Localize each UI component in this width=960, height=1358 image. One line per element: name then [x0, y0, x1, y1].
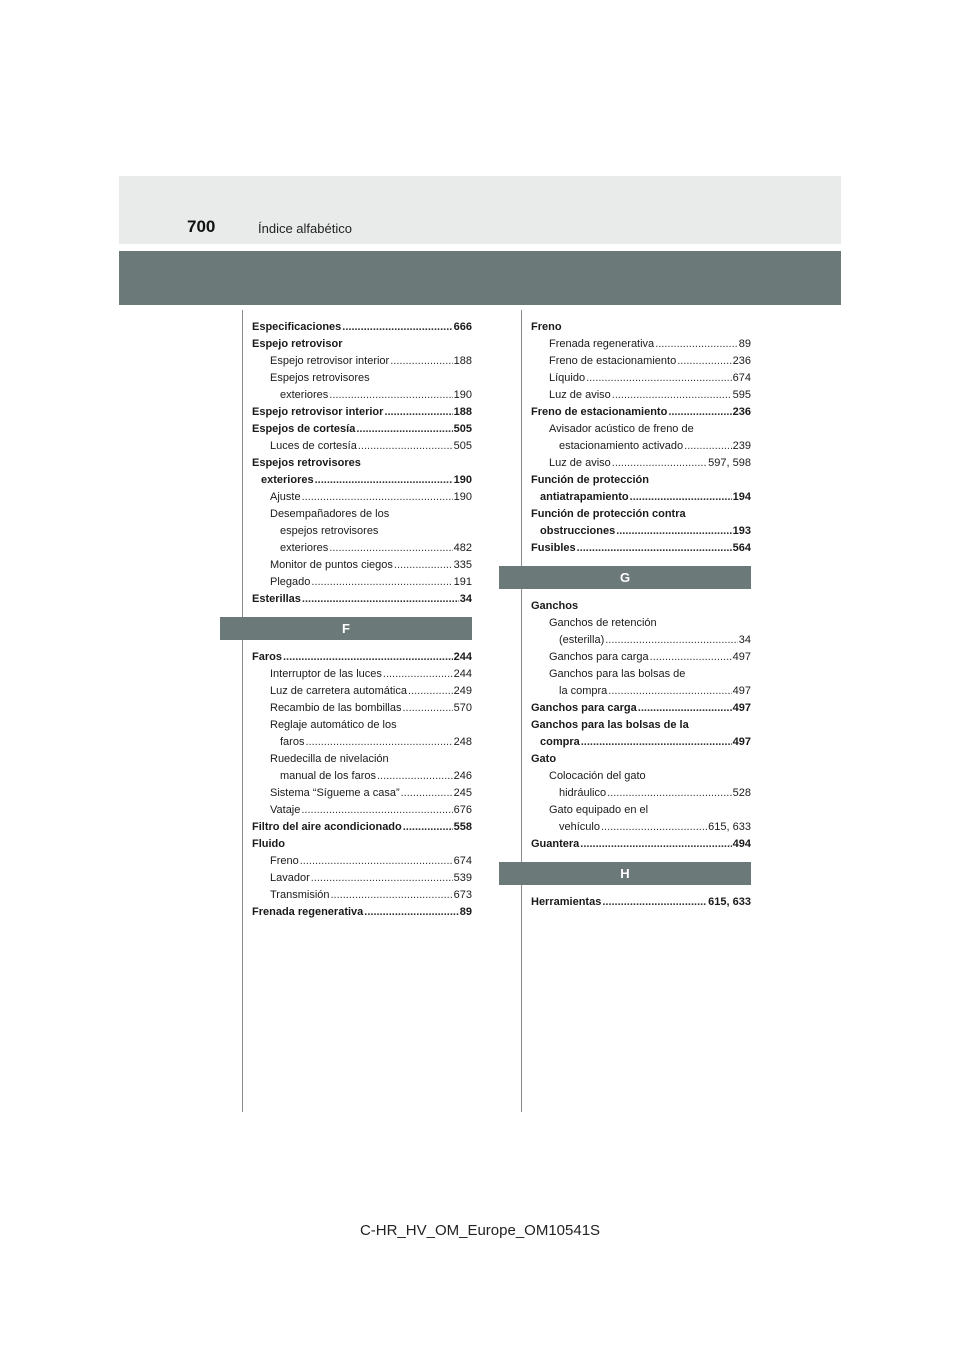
- index-entry: [252, 336, 472, 353]
- index-entry-term: Vataje: [270, 804, 301, 816]
- index-entry-term: Espejo retrovisor interior: [252, 406, 384, 418]
- dot-leader: [630, 489, 732, 506]
- dot-leader: [601, 819, 707, 836]
- index-entry-term: Fluido: [252, 838, 285, 850]
- index-entry: [252, 683, 472, 700]
- index-entry: [252, 574, 472, 591]
- index-entry-term: Colocación del gato: [549, 770, 646, 782]
- index-entry: [252, 404, 472, 421]
- index-entry: [531, 683, 751, 700]
- index-entry: [252, 557, 472, 574]
- index-entry-term: Reglaje automático de los: [270, 719, 397, 731]
- index-entry: [531, 421, 751, 438]
- dot-leader: [358, 438, 453, 455]
- index-entry: [531, 387, 751, 404]
- index-entry-term: Ganchos para carga: [531, 702, 637, 714]
- index-entry-page: 244: [453, 668, 472, 680]
- index-entry-term: Luz de aviso: [549, 457, 611, 469]
- letter-heading: G: [499, 566, 751, 589]
- index-entry-term: Interruptor de las luces: [270, 668, 382, 680]
- index-entry-term: Gato: [531, 753, 557, 765]
- index-entry-page: 494: [732, 838, 751, 850]
- index-entry-term: vehículo: [559, 821, 600, 833]
- index-entry: [252, 591, 472, 608]
- index-entry-term: Desempañadores de los: [270, 508, 390, 520]
- dot-leader: [677, 353, 731, 370]
- index-entry: [252, 472, 472, 489]
- dot-leader: [580, 836, 731, 853]
- header-band: [119, 176, 841, 244]
- index-entry-page: 615, 633: [708, 821, 751, 833]
- index-entry-page: 482: [453, 542, 472, 554]
- index-entry-term: Gato equipado en el: [549, 804, 649, 816]
- dot-leader: [401, 785, 453, 802]
- index-entry-page: 570: [453, 702, 472, 714]
- index-entry-page: 34: [459, 593, 472, 605]
- dot-leader: [612, 455, 707, 472]
- dot-leader: [586, 370, 732, 387]
- index-entry: [252, 870, 472, 887]
- index-entry: [531, 819, 751, 836]
- index-entry-term: (esterilla): [559, 634, 605, 646]
- dot-leader: [402, 700, 452, 717]
- index-entry-term: Esterillas: [252, 593, 301, 605]
- index-entry: [531, 894, 751, 911]
- dot-leader: [301, 802, 452, 819]
- index-entry-term: Ganchos para las bolsas de la: [531, 719, 689, 731]
- index-entry-term: Función de protección: [531, 474, 649, 486]
- letter-heading: F: [220, 617, 472, 640]
- index-entry-term: Ganchos para las bolsas de: [549, 668, 686, 680]
- index-entry-page: 188: [453, 406, 472, 418]
- index-entry-term: Freno: [531, 321, 562, 333]
- index-entry-term: Espejo retrovisor interior: [270, 355, 390, 367]
- index-entry-term: Luz de aviso: [549, 389, 611, 401]
- index-entry-page: 673: [453, 889, 472, 901]
- index-entry: [252, 438, 472, 455]
- index-entry-term: manual de los faros: [280, 770, 376, 782]
- index-entry: [531, 802, 751, 819]
- right-column-rule: [521, 310, 522, 1112]
- index-entry-term: Freno: [270, 855, 299, 867]
- dot-leader: [655, 336, 738, 353]
- index-entry: [252, 370, 472, 387]
- index-entry: [531, 751, 751, 768]
- index-entry-term: Lavador: [270, 872, 310, 884]
- dot-leader: [403, 819, 453, 836]
- index-entry: [252, 666, 472, 683]
- index-entry: [252, 700, 472, 717]
- index-entry-term: antiatrapamiento: [540, 491, 629, 503]
- index-entry: [531, 734, 751, 751]
- index-entry-page: 497: [732, 651, 751, 663]
- index-entry-page: 666: [453, 321, 472, 333]
- index-entry-term: hidráulico: [559, 787, 607, 799]
- index-entry-page: 528: [732, 787, 751, 799]
- index-entry: [252, 540, 472, 557]
- index-entry-page: 505: [453, 423, 472, 435]
- index-entry-page: 190: [453, 474, 472, 486]
- index-entry: [252, 751, 472, 768]
- index-entry-page: 674: [732, 372, 751, 384]
- index-entry-term: Ganchos para carga: [549, 651, 649, 663]
- index-entry-term: Freno de estacionamiento: [531, 406, 668, 418]
- index-entry: [252, 768, 472, 785]
- page-number: 700: [187, 217, 216, 236]
- index-entry-term: Avisador acústico de freno de: [549, 423, 694, 435]
- index-entry: [531, 506, 751, 523]
- index-entry: [252, 421, 472, 438]
- letter-heading: H: [499, 862, 751, 885]
- index-entry-page: 246: [453, 770, 472, 782]
- index-entry-page: 193: [732, 525, 751, 537]
- dot-leader: [329, 540, 452, 557]
- index-entry-page: 564: [732, 542, 751, 554]
- index-entry-term: espejos retrovisores: [280, 525, 379, 537]
- section-gap: [252, 640, 472, 649]
- index-entry: [531, 370, 751, 387]
- index-entry: [531, 700, 751, 717]
- index-entry-page: 244: [453, 651, 472, 663]
- dot-leader: [283, 649, 453, 666]
- index-column-left: [252, 319, 472, 921]
- index-entry-term: Frenada regenerativa: [252, 906, 364, 918]
- dot-leader: [331, 887, 453, 904]
- dot-leader: [394, 557, 453, 574]
- index-entry: [531, 615, 751, 632]
- index-entry: [531, 336, 751, 353]
- index-entry: [252, 353, 472, 370]
- dot-leader: [315, 472, 453, 489]
- index-entry: [531, 836, 751, 853]
- index-entry: [531, 717, 751, 734]
- index-entry-term: Plegado: [270, 576, 311, 588]
- index-entry: [252, 506, 472, 523]
- index-entry-term: Líquido: [549, 372, 586, 384]
- index-entry-term: Luces de cortesía: [270, 440, 357, 452]
- index-entry-page: 497: [732, 685, 751, 697]
- index-entry: [252, 904, 472, 921]
- index-entry-page: 497: [732, 736, 751, 748]
- index-entry: [531, 438, 751, 455]
- index-entry: [252, 489, 472, 506]
- index-entry-term: Guantera: [531, 838, 580, 850]
- index-entry: [252, 734, 472, 751]
- index-entry-page: 615, 633: [708, 896, 751, 908]
- header-grey-bar: [119, 251, 841, 305]
- dot-leader: [577, 540, 732, 557]
- index-entry: [531, 540, 751, 557]
- section-gap: [531, 557, 751, 566]
- dot-leader: [608, 683, 731, 700]
- index-entry-page: 497: [732, 702, 751, 714]
- index-entry-page: 239: [732, 440, 751, 452]
- section-title: Índice alfabético: [258, 221, 352, 236]
- index-entry-term: Ajuste: [270, 491, 301, 503]
- index-entry-page: 89: [738, 338, 751, 350]
- index-entry: [531, 632, 751, 649]
- section-gap: [531, 885, 751, 894]
- dot-leader: [650, 649, 732, 666]
- dot-leader: [390, 353, 452, 370]
- index-entry-page: 236: [732, 355, 751, 367]
- index-entry-term: Luz de carretera automática: [270, 685, 407, 697]
- index-entry-page: 34: [738, 634, 751, 646]
- index-entry: [252, 387, 472, 404]
- index-entry-term: Especificaciones: [252, 321, 342, 333]
- index-entry-term: Espejos retrovisores: [270, 372, 370, 384]
- index-entry-term: Sistema “Sígueme a casa”: [270, 787, 400, 799]
- dot-leader: [383, 666, 453, 683]
- index-entry-term: exteriores: [280, 542, 329, 554]
- section-gap: [252, 608, 472, 617]
- index-entry: [531, 768, 751, 785]
- index-column-right: [531, 319, 751, 911]
- index-entry-page: 335: [453, 559, 472, 571]
- index-entry-term: estacionamiento activado: [559, 440, 684, 452]
- dot-leader: [302, 591, 459, 608]
- index-entry: [531, 666, 751, 683]
- dot-leader: [356, 421, 452, 438]
- dot-leader: [408, 683, 453, 700]
- index-entry-term: compra: [540, 736, 580, 748]
- dot-leader: [612, 387, 732, 404]
- dot-leader: [377, 768, 453, 785]
- index-entry-term: Espejo retrovisor: [252, 338, 343, 350]
- dot-leader: [364, 904, 458, 921]
- index-entry: [252, 319, 472, 336]
- index-entry-page: 248: [453, 736, 472, 748]
- dot-leader: [384, 404, 452, 421]
- index-entry-term: Filtro del aire acondicionado: [252, 821, 402, 833]
- index-entry-page: 249: [453, 685, 472, 697]
- index-entry: [252, 836, 472, 853]
- section-gap: [531, 589, 751, 598]
- index-entry: [252, 802, 472, 819]
- index-entry: [531, 319, 751, 336]
- dot-leader: [616, 523, 731, 540]
- index-entry: [252, 887, 472, 904]
- index-entry: [531, 598, 751, 615]
- index-entry: [531, 785, 751, 802]
- section-gap: [531, 853, 751, 862]
- index-entry: [531, 472, 751, 489]
- index-entry: [252, 455, 472, 472]
- document-footer: C-HR_HV_OM_Europe_OM10541S: [359, 1222, 601, 1239]
- index-entry: [531, 649, 751, 666]
- index-entry-term: Monitor de puntos ciegos: [270, 559, 393, 571]
- index-entry-page: 597, 598: [708, 457, 751, 469]
- dot-leader: [300, 853, 453, 870]
- index-entry-page: 558: [453, 821, 472, 833]
- index-entry-page: 194: [732, 491, 751, 503]
- index-entry: [252, 785, 472, 802]
- index-entry-term: obstrucciones: [540, 525, 616, 537]
- dot-leader: [302, 489, 453, 506]
- index-entry-page: 190: [453, 491, 472, 503]
- dot-leader: [602, 894, 707, 911]
- index-entry: [252, 717, 472, 734]
- index-entry-page: 190: [453, 389, 472, 401]
- dot-leader: [311, 574, 452, 591]
- index-entry-page: 191: [453, 576, 472, 588]
- index-entry-term: exteriores: [261, 474, 314, 486]
- index-entry-page: 89: [459, 906, 472, 918]
- index-entry-term: la compra: [559, 685, 608, 697]
- index-entry: [252, 649, 472, 666]
- index-entry: [531, 353, 751, 370]
- index-entry-page: 236: [732, 406, 751, 418]
- dot-leader: [638, 700, 732, 717]
- index-entry: [531, 455, 751, 472]
- index-entry-term: Freno de estacionamiento: [549, 355, 677, 367]
- dot-leader: [305, 734, 452, 751]
- index-entry-term: Transmisión: [270, 889, 330, 901]
- dot-leader: [342, 319, 452, 336]
- index-entry-term: Faros: [252, 651, 282, 663]
- index-entry: [531, 523, 751, 540]
- index-entry: [252, 819, 472, 836]
- index-entry-term: Recambio de las bombillas: [270, 702, 402, 714]
- index-entry-term: Ruedecilla de nivelación: [270, 753, 389, 765]
- index-entry-page: 539: [453, 872, 472, 884]
- index-entry-page: 674: [453, 855, 472, 867]
- dot-leader: [668, 404, 731, 421]
- index-entry-page: 188: [453, 355, 472, 367]
- index-entry-page: 505: [453, 440, 472, 452]
- index-entry-term: Frenada regenerativa: [549, 338, 655, 350]
- index-entry: [252, 853, 472, 870]
- dot-leader: [329, 387, 452, 404]
- index-entry-term: Herramientas: [531, 896, 602, 908]
- index-entry-term: Ganchos: [531, 600, 579, 612]
- index-entry-term: faros: [280, 736, 305, 748]
- dot-leader: [607, 785, 732, 802]
- index-entry-term: exteriores: [280, 389, 329, 401]
- dot-leader: [581, 734, 732, 751]
- index-entry-page: 676: [453, 804, 472, 816]
- index-entry: [531, 489, 751, 506]
- index-entry-term: Espejos retrovisores: [252, 457, 361, 469]
- dot-leader: [605, 632, 738, 649]
- dot-leader: [684, 438, 732, 455]
- index-entry-page: 595: [732, 389, 751, 401]
- index-entry-term: Función de protección contra: [531, 508, 686, 520]
- index-entry-term: Fusibles: [531, 542, 576, 554]
- index-entry: [252, 523, 472, 540]
- index-entry: [531, 404, 751, 421]
- index-entry-term: Ganchos de retención: [549, 617, 657, 629]
- left-column-rule: [242, 310, 243, 1112]
- index-entry-term: Espejos de cortesía: [252, 423, 356, 435]
- dot-leader: [311, 870, 453, 887]
- index-entry-page: 245: [453, 787, 472, 799]
